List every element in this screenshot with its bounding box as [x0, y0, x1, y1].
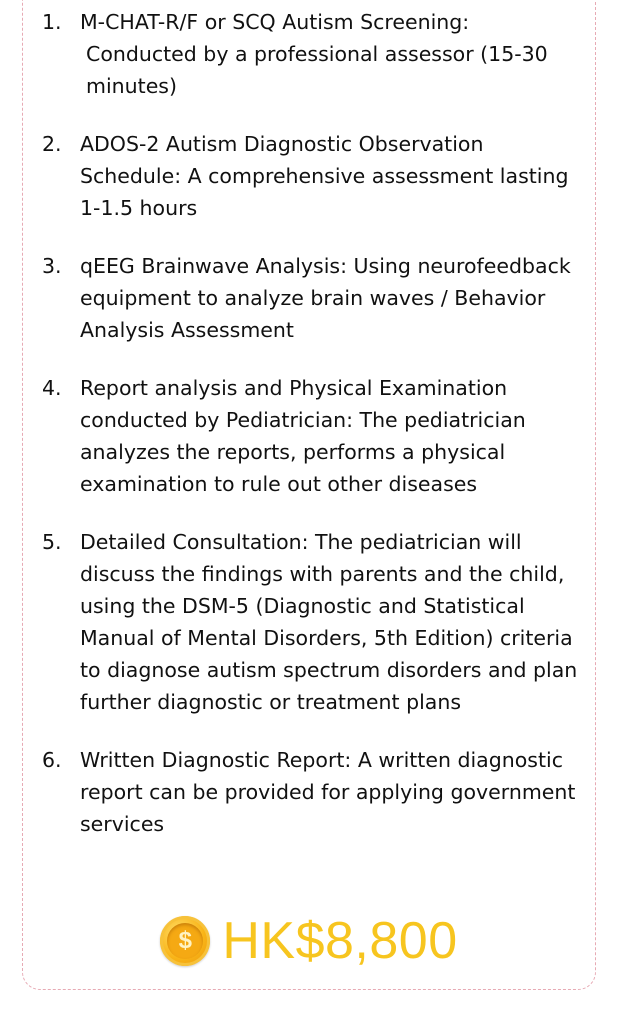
step-number: 2.	[42, 132, 62, 156]
step-4	[34, 372, 579, 500]
price-banner	[0, 906, 618, 976]
coin-dollar-icon	[160, 916, 210, 966]
step-1	[34, 6, 579, 102]
assessment-steps-list	[34, 6, 579, 840]
step-text: Detailed Consultation: The pediatrician will discuss the findings with parents and the child, using the DSM-5 (Diagnostic and Statistical Manual of Mental Disorders, 5th Edition) criteria to diagnose autism spectrum disorders and plan further diagnostic or treatment plans	[80, 530, 578, 714]
step-3	[34, 250, 579, 346]
coin-symbol: $	[167, 923, 203, 959]
step-5	[34, 526, 579, 718]
step-text: qEEG Brainwave Analysis: Using neurofeedback equipment to analyze brain waves / Behavior Analysis Assessment	[80, 254, 571, 342]
step-number: 4.	[42, 376, 62, 400]
step-number: 1.	[42, 10, 62, 34]
step-text-continued: Conducted by a professional assessor (15-30 minutes)	[86, 42, 548, 98]
price-amount: HK$8,800	[222, 912, 458, 970]
step-number: 3.	[42, 254, 62, 278]
step-number: 5.	[42, 530, 62, 554]
step-number: 6.	[42, 748, 62, 772]
step-text-first-line: M-CHAT-R/F or SCQ Autism Screening:	[80, 10, 470, 34]
step-text: Written Diagnostic Report: A written diagnostic report can be provided for applying government services	[80, 748, 576, 836]
step-text: ADOS-2 Autism Diagnostic Observation Schedule: A comprehensive assessment lasting 1-1.5 hours	[80, 132, 569, 220]
step-2	[34, 128, 579, 224]
step-6	[34, 744, 579, 840]
step-text: Report analysis and Physical Examination conducted by Pediatrician: The pediatrician analyzes the reports, performs a physical examination to rule out other diseases	[80, 376, 526, 496]
